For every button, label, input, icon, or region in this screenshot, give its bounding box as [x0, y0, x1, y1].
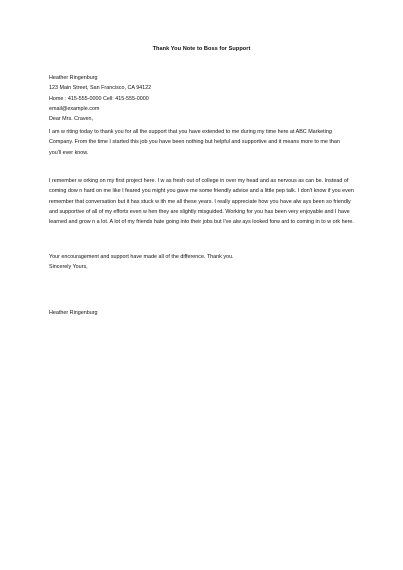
paragraph-memory	[49, 176, 355, 227]
paragraph-line: Company. From the time I started this job you have been nothing but helpful and supportive and it means more to me than	[49, 139, 340, 146]
paragraph-line: coming dow n hard on me like I feared you might you gave me some friendly advice and a little pep talk. I don't know if you even	[49, 188, 354, 195]
signature-name: Heather Ringenburg	[49, 310, 98, 316]
sender-block	[49, 73, 355, 124]
paragraph-line: I am w riting today to thank you for all the support that you have extended to me during my time here at ABC Marketing	[49, 129, 332, 135]
sender-phones: Home : 415-555-0000 Cell: 415-555-0000	[49, 95, 149, 102]
paragraph-line: Your encouragement and support have made all of the difference. Thank you.	[49, 254, 234, 260]
sender-address: 123 Main Street, San Francisco, CA 94122	[49, 85, 152, 92]
closing-line: Sincerely Yours,	[49, 264, 88, 271]
paragraph-line: you'll ever know.	[49, 149, 89, 156]
salutation: Dear Mrs. Craven,	[49, 116, 94, 123]
paragraph-line: and supportive of all of my efforts even w hen they are slightly misguided. Working for you has been very enjoyable and I have	[49, 208, 350, 215]
paragraph-line: learned and grow n a lot. A lot of my friends hate going into their jobs but I've alw ays looked forw ard to coming in to w ork here.	[49, 219, 354, 226]
sender-name: Heather Ringenburg	[49, 75, 98, 81]
signature-block	[49, 308, 355, 318]
document-title: Thank You Note to Boss for Support	[152, 46, 251, 52]
paragraph-closing	[49, 252, 355, 273]
paragraph-line: remember that conversation but it has stuck w ith me all these years. I really appreciate how you have alw ays been so friendly	[49, 198, 351, 205]
paragraph-intro	[49, 127, 355, 158]
paragraph-line: I remember w orking on my first project here. I w as fresh out of college in over my head and as nervous as can be. Instead of	[49, 178, 349, 184]
sender-email: email@example.com	[49, 105, 100, 112]
